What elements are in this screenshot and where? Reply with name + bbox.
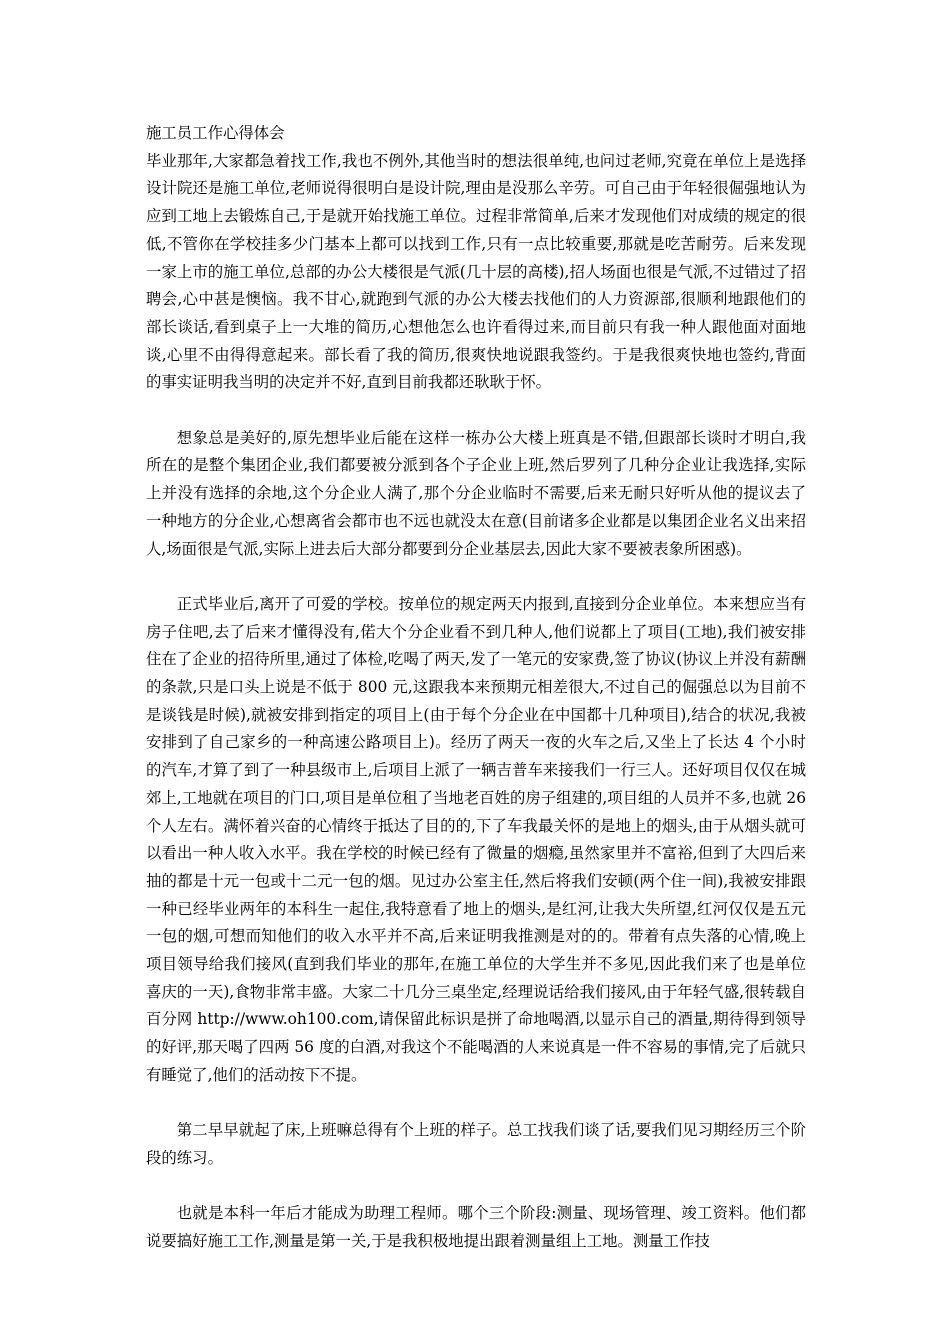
paragraph-4: 第二早早就起了床,上班嘛总得有个上班的样子。总工找我们谈了话,要我们见习期经历三个阶段的练习。 (146, 1121, 806, 1167)
paragraph-spacer (146, 1090, 806, 1118)
document-page (146, 120, 806, 1256)
paragraph-5: 也就是本科一年后才能成为助理工程师。哪个三个阶段:测量、现场管理、竣工资料。他们都说要搞好施工工作,测量是第一关,于是我积极地提出跟着测量组上工地。测量工作技 (146, 1204, 806, 1251)
paragraph-2: 想象总是美好的,原先想毕业后能在这样一栋办公大楼上班真是不错,但跟部长谈时才明白,我所在的是整个集团企业,我们都要被分派到各个子企业上班,然后罗列了几种分企业让我选择,实际上并没有选择的余地,这个分企业人满了,那个分企业临时不需要,后来无耐只好听从他的提议去了一种地方的分企业,心想离省会都市也不远也就没太在意(目前诸多企业都是以集团企业名义出来招人,场面很是气派,实际上进去后大部分都要到分企业基层去,因此大家不要被表象所困惑)。 (146, 428, 806, 558)
paragraph-spacer (146, 563, 806, 591)
paragraph-3: 正式毕业后,离开了可爱的学校。按单位的规定两天内报到,直接到分企业单位。本来想应当有房子住吧,去了后来才懂得没有,偌大个分企业看不到几种人,他们说都上了项目(工地),我们被安排住在了企业的招待所里,通过了体检,吃喝了两天,发了一笔元的安家费,签了协议(协议上并没有薪酬的条款,只是口头上说是不低于 800 元,这跟我本来预期元相差很大,不过自己的倔强总以为目前不是谈钱是时候),就被安排到指定的项目上(由于每个分企业在中国都十几种项目),结合的状况,我被安排到了自己家乡的一种高速公路项目上)。经历了两天一夜的火车之后,又坐上了长达 4 个小时的汽车,才算了到了一种县级市上,后项目上派了一辆吉普车来接我们一行三人。还好项目仅仅在城郊上,工地就在项目的门口,项目是单位租了当地老百姓的房子组建的,项目组的人员并不多,也就 26 个人左右。满怀着兴奋的心情终于抵达了目的的,下了车我最关怀的是地上的烟头,由于从烟头就可以看出一种人收入水平。我在学校的时候已经有了微量的烟瘾,虽然家里并不富裕,但到了大四后来抽的都是十元一包或十二元一包的烟。见过办公室主任,然后将我们安顿(两个住一间),我被安排跟一种已经毕业两年的本科生一起住,我特意看了地上的烟头,是红河,让我大失所望,红河仅仅是五元一包的烟,可想而知他们的收入水平并不高,后来证明我推测是对的的。带着有点失落的心情,晚上项目领导给我们接风(直到我们毕业的那年,在施工单位的大学生并不多见,因此我们来了也是单位喜庆的一天),食物非常丰盛。大家二十几分三桌坐定,经理说话给我们接风,由于年轻气盛,很转载自百分网 http://www.oh100.com,请保留此标识是拼了命地喝酒,以显示自己的酒量,期待得到领导的好评,那天喝了四两 56 度的白酒,对我这个不能喝酒的人来说真是一件不容易的事情,完了后就只有睡觉了,他们的活动按下不提。 (146, 594, 806, 1084)
paragraph-spacer (146, 397, 806, 425)
document-title: 施工员工作心得体会 (146, 124, 285, 142)
paragraph-1: 毕业那年,大家都急着找工作,我也不例外,其他当时的想法很单纯,也问过老师,究竟在单位上是选择设计院还是施工单位,老师说得很明白是设计院,理由是没那么辛劳。可自己由于年轻很倔强地认为应到工地上去锻炼自己,于是就开始找施工单位。过程非常简单,后来才发现他们对成绩的规定的很低,不管你在学校挂多少门基本上都可以找到工作,只有一点比较重要,那就是吃苦耐劳。后来发现一家上市的施工单位,总部的办公大楼很是气派(几十层的高楼),招人场面也很是气派,不过错过了招聘会,心中甚是懊恼。我不甘心,就跑到气派的办公大楼去找他们的人力资源部,很顺利地跟他们的部长谈话,看到桌子上一大堆的简历,心想他怎么也许看得过来,而目前只有我一种人跟他面对面地谈,心里不由得得意起来。部长看了我的简历,很爽快地说跟我签约。于是我很爽快地也签约,背面的事实证明我当明的决定并不好,直到目前我都还耿耿于怀。 (146, 151, 806, 392)
paragraph-spacer (146, 1173, 806, 1201)
